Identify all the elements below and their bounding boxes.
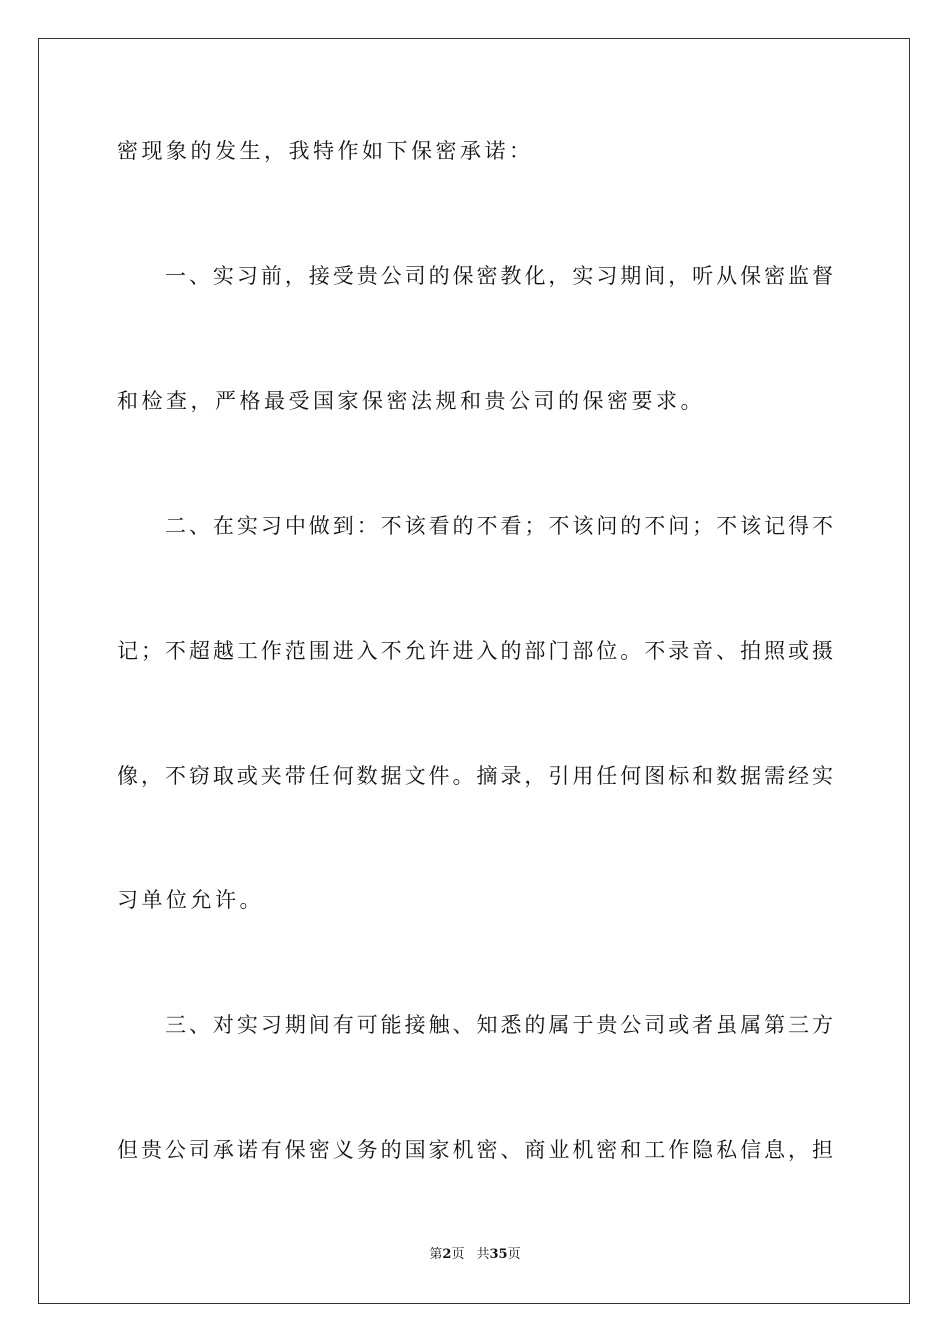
paragraph-1-line-2: 和检查，严格最受国家保密法规和贵公司的保密要求。 [117, 389, 705, 413]
paragraph-2-line-1: 二、在实习中做到：不该看的不看；不该问的不问；不该记得不 [165, 514, 833, 538]
total-label-suffix: 页 [507, 1247, 521, 1262]
total-label-prefix: 共 [476, 1247, 490, 1262]
page-border [38, 38, 910, 1304]
paragraph-2-line-3: 像，不窃取或夹带任何数据文件。摘录，引用任何图标和数据需经实 [117, 764, 833, 788]
page-label-prefix: 第 [429, 1247, 443, 1262]
page-label-suffix: 页 [451, 1247, 465, 1262]
paragraph-1-line-1: 一、实习前，接受贵公司的保密教化，实习期间，听从保密监督 [165, 264, 833, 288]
page-footer [0, 1246, 950, 1264]
paragraph-3-line-2: 但贵公司承诺有保密义务的国家机密、商业机密和工作隐私信息，担 [117, 1138, 833, 1162]
paragraph-2-line-4: 习单位允许。 [117, 888, 264, 912]
paragraph-3-line-1: 三、对实习期间有可能接触、知悉的属于贵公司或者虽属第三方 [165, 1013, 833, 1037]
paragraph-2-line-2: 记；不超越工作范围进入不允许进入的部门部位。不录音、拍照或摄 [117, 639, 833, 663]
total-page-count: 35 [489, 1247, 508, 1262]
text-line: 密现象的发生，我特作如下保密承诺： [117, 139, 534, 163]
current-page-number: 2 [442, 1247, 452, 1262]
